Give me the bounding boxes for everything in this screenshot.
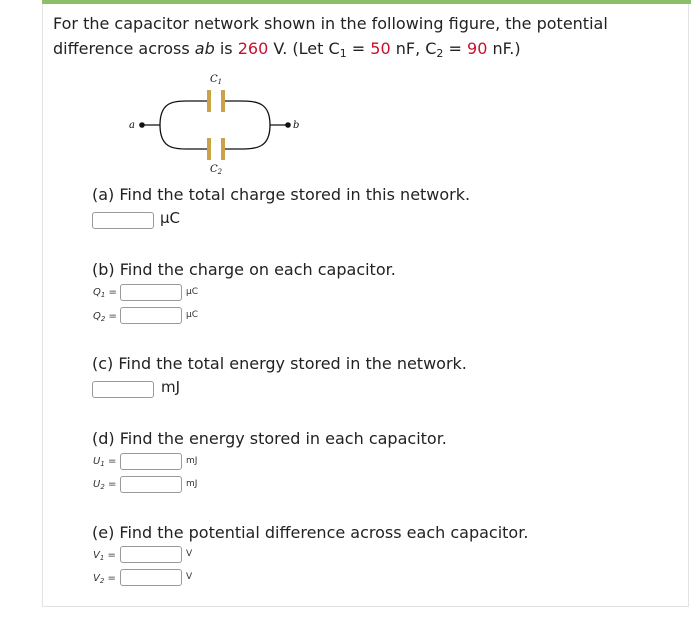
terminal-b-dot: [285, 122, 291, 128]
total-charge-input[interactable]: [92, 212, 154, 229]
voltage-unit: V. (Let C: [273, 39, 340, 58]
var-ab: ab: [194, 39, 215, 58]
terminal-a-dot: [139, 122, 145, 128]
c2-subscript: 2: [436, 47, 444, 60]
terminal-a-label: a: [129, 120, 135, 131]
c2-label: $C_2$: [210, 164, 223, 174]
c1-plate-right: [221, 90, 225, 112]
v1-label: $V_1$ =: [93, 550, 116, 562]
problem-statement: [53, 11, 673, 61]
total-energy-unit: mJ: [161, 378, 181, 396]
c2-unit: nF.): [492, 39, 521, 58]
u1-unit: mJ: [186, 456, 198, 466]
q2-unit: μC: [186, 310, 199, 320]
total-energy-input[interactable]: [92, 381, 154, 398]
problem-intro-text: For the capacitor network shown in the following figure, the potential difference across: [53, 14, 608, 58]
part-c-question: (c) Find the total energy stored in the network.: [92, 354, 467, 373]
wire-bottom-right: [225, 125, 270, 149]
u2-label: $U_2$ =: [93, 479, 117, 491]
v2-label: $V_2$ =: [93, 573, 116, 585]
c2-plate-left: [207, 138, 211, 160]
c2-plate-right: [221, 138, 225, 160]
c1-unit: nF, C: [395, 39, 437, 58]
equals-sign: =: [448, 39, 462, 58]
equals-sign: =: [351, 39, 366, 58]
part-d-question: (d) Find the energy stored in each capacitor.: [92, 429, 447, 448]
wire-top-left: [160, 101, 207, 125]
total-charge-unit: μC: [160, 209, 181, 227]
c1-plate-left: [207, 90, 211, 112]
q1-input[interactable]: [120, 284, 182, 301]
part-a-question: (a) Find the total charge stored in this network.: [92, 185, 471, 204]
q2-input[interactable]: [120, 307, 182, 324]
c1-subscript: 1: [339, 47, 347, 60]
q1-unit: μC: [186, 287, 199, 297]
c1-label: $C_1$: [210, 74, 223, 86]
terminal-b-label: b: [293, 120, 300, 131]
u2-input[interactable]: [120, 476, 182, 493]
v1-unit: V: [186, 549, 193, 559]
u2-unit: mJ: [186, 479, 198, 489]
c2-value: 90: [467, 39, 488, 58]
v2-unit: V: [186, 572, 193, 582]
u1-input[interactable]: [120, 453, 182, 470]
capacitor-network-figure: [120, 70, 320, 174]
q2-label: $Q_2$ =: [93, 311, 117, 323]
wire-top-right: [225, 101, 270, 125]
part-b-question: (b) Find the charge on each capacitor.: [92, 260, 396, 279]
u1-label: $U_1$ =: [93, 456, 117, 468]
v1-input[interactable]: [120, 546, 182, 563]
q1-label: $Q_1$ =: [93, 287, 117, 299]
voltage-value: 260: [237, 39, 269, 58]
v2-input[interactable]: [120, 569, 182, 586]
wire-bottom-left: [160, 125, 207, 149]
problem-is-text: is: [219, 39, 233, 58]
part-e-question: (e) Find the potential difference across each capacitor.: [92, 523, 529, 542]
c1-value: 50: [370, 39, 391, 58]
